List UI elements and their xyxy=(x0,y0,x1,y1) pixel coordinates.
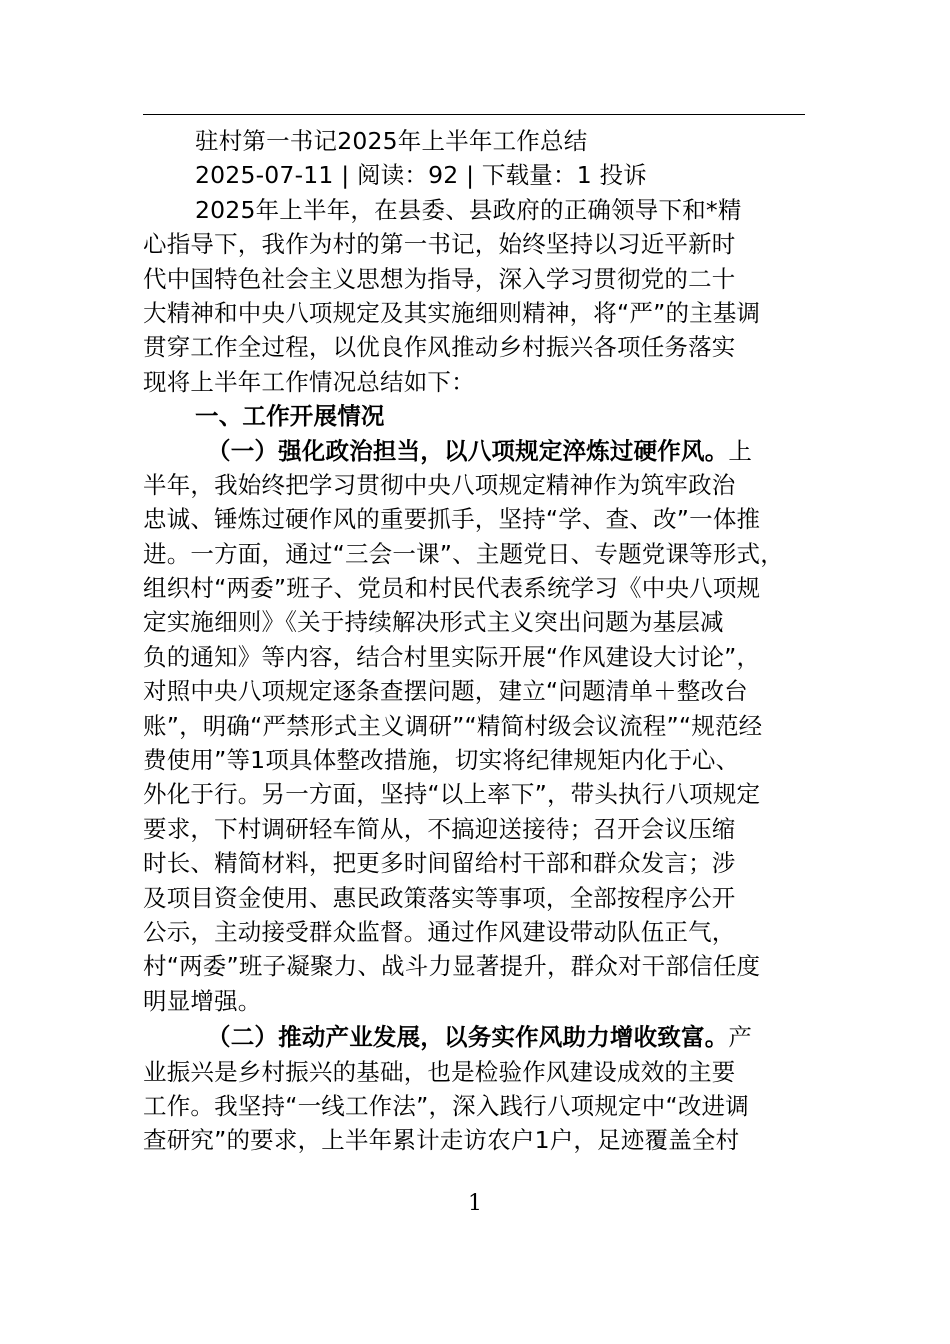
paragraph-text: 产 xyxy=(728,1023,753,1052)
intro-line: 现将上半年工作情况总结如下： xyxy=(143,367,475,396)
header-rule xyxy=(143,114,805,115)
paragraph-line: 进。一方面，通过“三会一课”、主题党日、专题党课等形式， xyxy=(143,539,784,568)
intro-line: 贯穿工作全过程，以优良作风推动乡村振兴各项任务落实 xyxy=(143,333,736,362)
intro-line: 2025年上半年，在县委、县政府的正确领导下和*精 xyxy=(195,195,742,224)
document-meta: 2025-07-11 | 阅读：92 | 下载量：1 投诉 xyxy=(195,161,647,190)
page-number: 1 xyxy=(468,1191,482,1216)
subsection-first-line xyxy=(143,1020,811,1054)
paragraph-line: 明显增强。 xyxy=(143,986,262,1015)
subsection-heading: （一）强化政治担当，以八项规定淬炼过硬作风。 xyxy=(207,436,729,465)
paragraph-line: 外化于行。另一方面，坚持“以上率下”，带头执行八项规定 xyxy=(143,780,761,809)
paragraph-line: 要求，下村调研轻车简从，不搞迎送接待；召开会议压缩 xyxy=(143,814,736,843)
paragraph-line: 定实施细则》《关于持续解决形式主义突出问题为基层减 xyxy=(143,608,724,637)
paragraph-line: 费使用”等1项具体整改措施，切实将纪律规矩内化于心、 xyxy=(143,746,740,775)
subsection-1-paragraph xyxy=(143,434,811,1019)
subsection-first-line xyxy=(143,434,811,468)
paragraph-line: 村“两委”班子凝聚力、战斗力显著提升，群众对干部信任度 xyxy=(143,952,761,981)
document-title: 驻村第一书记2025年上半年工作总结 xyxy=(195,127,588,155)
paragraph-line: 公示，主动接受群众监督。通过作风建设带动队伍正气， xyxy=(143,917,736,946)
paragraph-line: 账”，明确“严禁形式主义调研”“精简村级会议流程”“规范经 xyxy=(143,711,763,740)
subsection-heading: （二）推动产业发展，以务实作风助力增收致富。 xyxy=(207,1023,729,1052)
paragraph-line: 查研究”的要求，上半年累计走访农户1户，足迹覆盖全村 xyxy=(143,1126,740,1155)
paragraph-line: 对照中央八项规定逐条查摆问题，建立“问题清单＋整改台 xyxy=(143,677,748,706)
paragraph-line: 忠诚、锤炼过硬作风的重要抓手，坚持“学、查、改”一体推 xyxy=(143,505,761,534)
paragraph-line: 负的通知》等内容，结合村里实际开展“作风建设大讨论”， xyxy=(143,642,761,671)
paragraph-text: 上 xyxy=(728,436,753,465)
paragraph-line: 及项目资金使用、惠民政策落实等事项，全部按程序公开 xyxy=(143,883,736,912)
paragraph-line: 组织村“两委”班子、党员和村民代表系统学习《中央八项规 xyxy=(143,574,761,603)
paragraph-line: 半年，我始终把学习贯彻中央八项规定精神作为筑牢政治 xyxy=(143,470,736,499)
intro-paragraph xyxy=(143,193,811,399)
intro-line: 大精神和中央八项规定及其实施细则精神，将“严”的主基调 xyxy=(143,298,761,327)
intro-line: 心指导下，我作为村的第一书记，始终坚持以习近平新时 xyxy=(143,230,736,259)
subsection-2-paragraph xyxy=(143,1020,811,1158)
document-body xyxy=(143,124,811,1158)
paragraph-line: 业振兴是乡村振兴的基础，也是检验作风建设成效的主要 xyxy=(143,1057,736,1086)
intro-line: 代中国特色社会主义思想为指导，深入学习贯彻党的二十 xyxy=(143,264,736,293)
paragraph-line: 工作。我坚持“一线工作法”，深入践行八项规定中“改进调 xyxy=(143,1091,749,1120)
paragraph-line: 时长、精简材料，把更多时间留给村干部和群众发言；涉 xyxy=(143,849,736,878)
section-heading: 一、工作开展情况 xyxy=(195,402,385,431)
